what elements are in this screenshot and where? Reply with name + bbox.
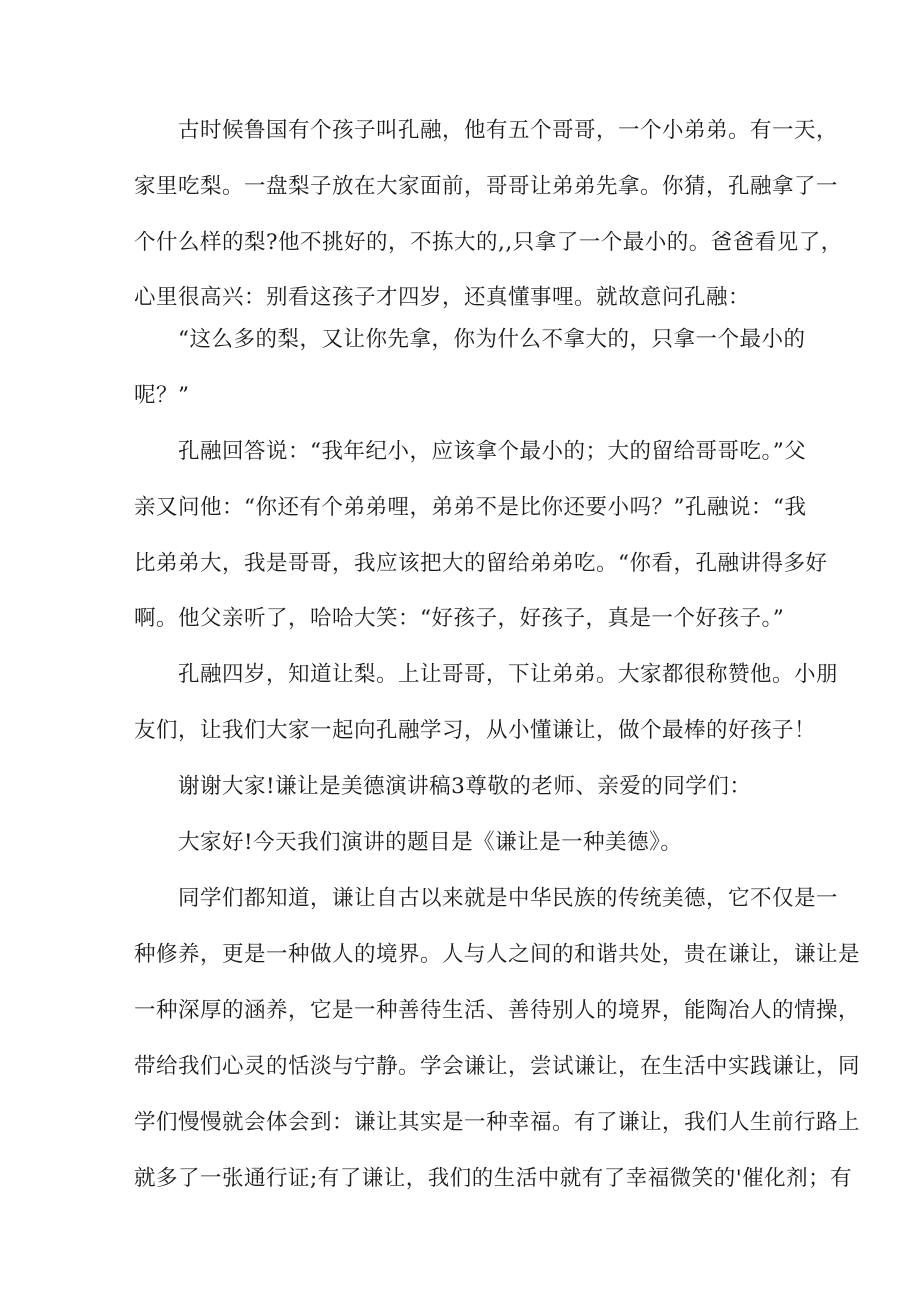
text-line: 学们慢慢就会体会到：谦让其实是一种幸福。有了谦让，我们人生前行路上 [134,1110,861,1135]
text-line: 孔融回答说：“我年纪小，应该拿个最小的；大的留给哥哥吃。”父 [178,439,807,464]
text-line: 友们，让我们大家一起向孔融学习，从小懂谦让，做个最棒的好孩子！ [134,718,817,743]
text-line: 呢？” [134,383,190,408]
text-line: 大家好!今天我们演讲的题目是《谦让是一种美德》。 [178,830,683,855]
text-line: “这么多的梨，又让你先拿，你为什么不拿大的，只拿一个最小的 [178,327,806,352]
text-line: 谢谢大家!谦让是美德演讲稿3尊敬的老师、亲爱的同学们： [178,774,752,799]
text-line: 古时候鲁国有个孩子叫孔融，他有五个哥哥，一个小弟弟。有一天， [178,118,839,143]
text-line: 啊。他父亲听了，哈哈大笑：“好孩子，好孩子，真是一个好孩子。” [134,606,785,631]
text-line: 心里很高兴：别看这孩子才四岁，还真懂事哩。就故意问孔融： [134,285,751,310]
text-line: 带给我们心灵的恬淡与宁静。学会谦让，尝试谦让，在生活中实践谦让，同 [134,1054,861,1079]
text-line: 同学们都知道，谦让自古以来就是中华民族的传统美德，它不仅是一 [178,886,839,911]
text-line: 比弟弟大，我是哥哥，我应该把大的留给弟弟吃。“你看，孔融讲得多好 [134,551,828,576]
text-line: 个什么样的梨?他不挑好的，不拣大的,,只拿了一个最小的。爸爸看见了， [134,230,843,255]
text-line: 亲又问他：“你还有个弟弟哩，弟弟不是比你还要小吗？”孔融说：“我 [134,495,807,520]
text-line: 孔融四岁，知道让梨。上让哥哥，下让弟弟。大家都很称赞他。小朋 [178,662,839,687]
text-line: 家里吃梨。一盘梨子放在大家面前，哥哥让弟弟先拿。你猜，孔融拿了一 [134,174,839,199]
text-line: 就多了一张通行证;有了谦让，我们的生活中就有了幸福微笑的'催化剂；有 [134,1166,853,1191]
text-line: 一种深厚的涵养，它是一种善待生活、善待别人的境界，能陶冶人的情操， [134,998,861,1023]
text-line: 种修养，更是一种做人的境界。人与人之间的和谐共处，贵在谦让，谦让是 [134,942,861,967]
